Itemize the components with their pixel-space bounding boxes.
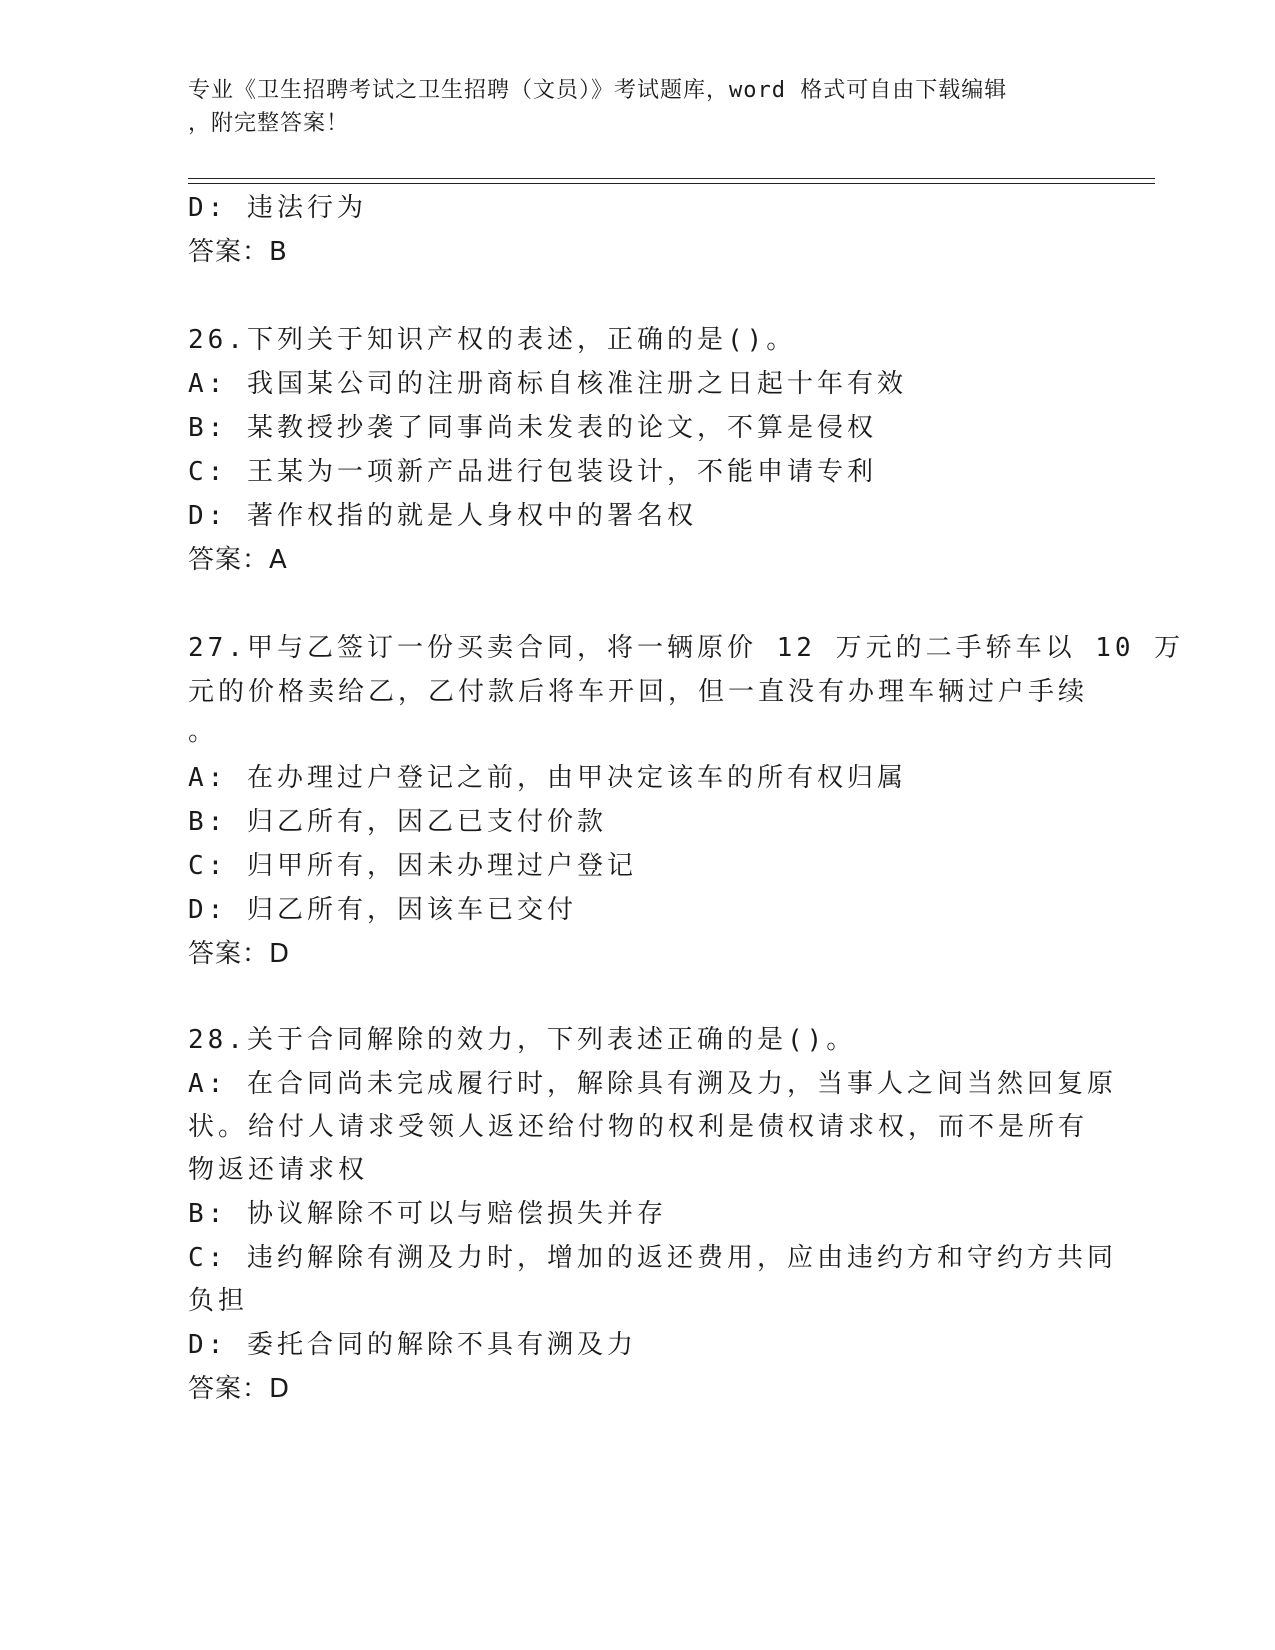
- q26-option-d: D: 著作权指的就是人身权中的署名权: [188, 501, 697, 531]
- q27-question-line-3: 。: [188, 717, 219, 747]
- q26-question: 26.下列关于知识产权的表述，正确的是()。: [188, 325, 797, 355]
- q27-answer: 答案：D: [188, 939, 291, 969]
- q26-answer: 答案：A: [188, 545, 288, 575]
- q28-option-a-line-2: 状。给付人请求受领人返还给付物的权利是债权请求权，而不是所有: [188, 1112, 1089, 1142]
- q25-option-d: D: 违法行为: [188, 193, 367, 223]
- q27-option-c: C: 归甲所有，因未办理过户登记: [188, 851, 637, 881]
- header-line-1: 专业《卫生招聘考试之卫生招聘（文员）》考试题库，word 格式可自由下载编辑: [188, 78, 1008, 103]
- q28-option-a-line-3: 物返还请求权: [188, 1155, 369, 1185]
- q28-question: 28.关于合同解除的效力，下列表述正确的是()。: [188, 1025, 857, 1055]
- q28-option-c-line-2: 负担: [188, 1286, 249, 1316]
- q26-option-b: B: 某教授抄袭了同事尚未发表的论文，不算是侵权: [188, 413, 877, 443]
- q27-option-d: D: 归乙所有，因该车已交付: [188, 895, 577, 925]
- q28-option-c-line-1: C: 违约解除有溯及力时，增加的返还费用，应由违约方和守约方共同: [188, 1243, 1117, 1273]
- q28-option-b: B: 协议解除不可以与赔偿损失并存: [188, 1199, 667, 1229]
- q26-option-c: C: 王某为一项新产品进行包装设计，不能申请专利: [188, 457, 877, 487]
- header-rule-bottom: [188, 183, 1155, 184]
- page-header: [188, 74, 1068, 140]
- q26-option-a: A: 我国某公司的注册商标自核准注册之日起十年有效: [188, 369, 907, 399]
- q27-question-line-2: 元的价格卖给乙，乙付款后将车开回，但一直没有办理车辆过户手续: [188, 677, 1089, 707]
- q27-option-b: B: 归乙所有，因乙已支付价款: [188, 807, 607, 837]
- q25-answer: 答案：B: [188, 237, 288, 267]
- q28-answer: 答案：D: [188, 1374, 291, 1404]
- q27-question-line-1: 27.甲与乙签订一份买卖合同，将一辆原价 12 万元的二手轿车以 10 万: [188, 633, 1185, 663]
- header-line-2: ，附完整答案！: [188, 111, 350, 136]
- q27-option-a: A: 在办理过户登记之前，由甲决定该车的所有权归属: [188, 763, 907, 793]
- q28-option-a-line-1: A: 在合同尚未完成履行时，解除具有溯及力，当事人之间当然回复原: [188, 1069, 1117, 1099]
- header-rule-top: [188, 178, 1155, 179]
- q28-option-d: D: 委托合同的解除不具有溯及力: [188, 1330, 637, 1360]
